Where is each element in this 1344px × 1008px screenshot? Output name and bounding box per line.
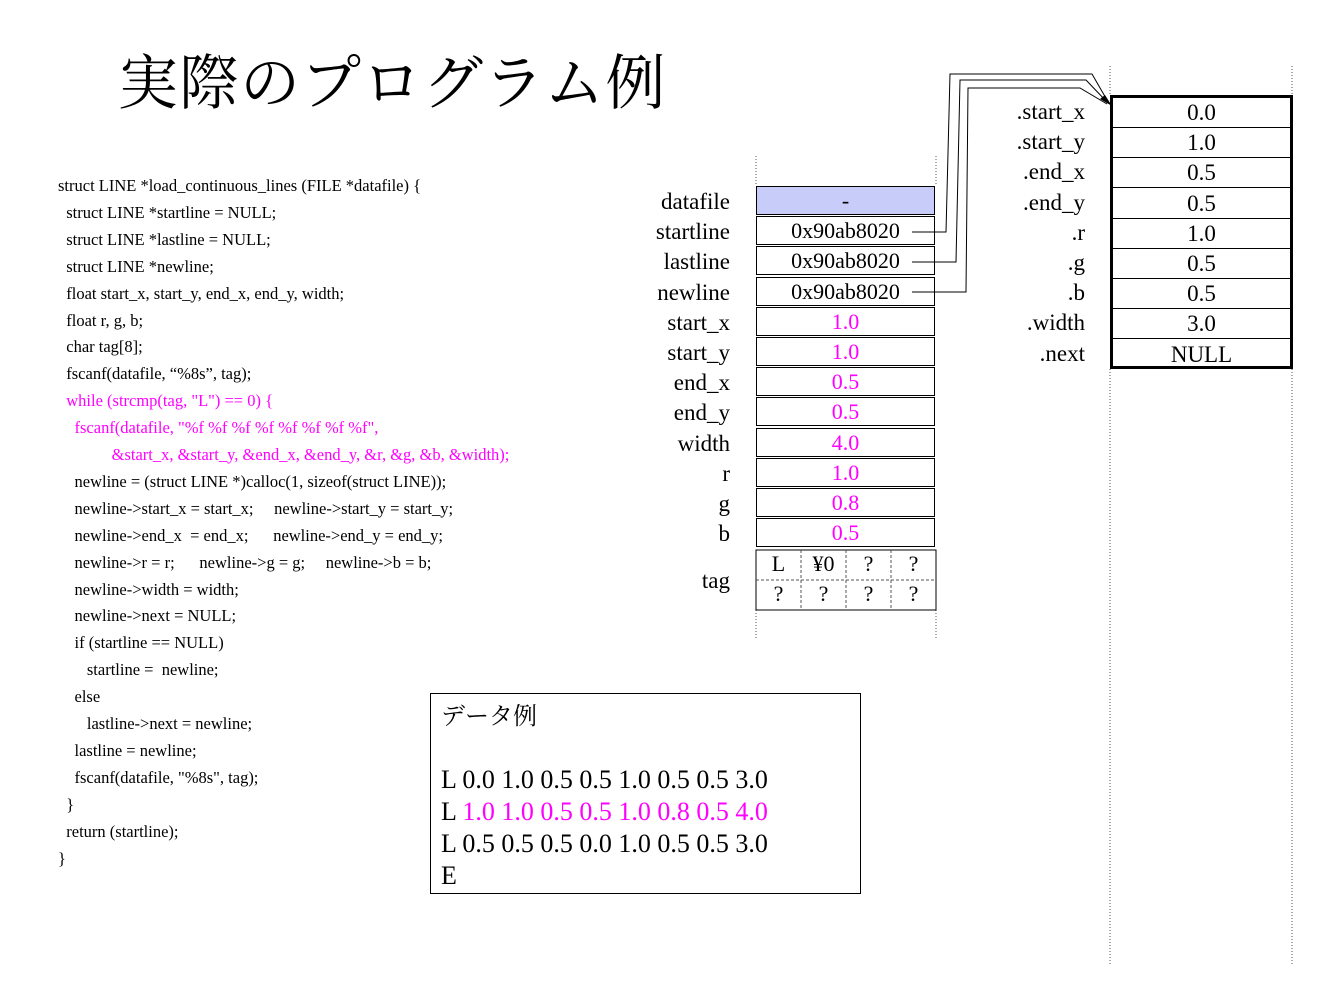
- code-line: fscanf(datafile, “%8s”, tag);: [58, 364, 252, 384]
- data-line-values: 1.0 1.0 0.5 0.5 1.0 0.8 0.5 4.0: [462, 797, 768, 826]
- stack-label-lastline: lastline: [663, 249, 730, 275]
- code-line: fscanf(datafile, "%f %f %f %f %f %f %f %f",: [58, 418, 379, 438]
- heap-cell-end_y: 0.5: [1113, 189, 1290, 219]
- tag-char-cell: ?: [863, 551, 874, 576]
- tag-char-cell: ¥0: [812, 551, 835, 576]
- stack-label-datafile: datafile: [661, 189, 730, 214]
- stack-label-start_y: start_y: [667, 340, 730, 365]
- code-line: newline->start_x = start_x; newline->start_y = start_y;: [58, 498, 454, 518]
- heap-label-next: .next: [1039, 340, 1085, 366]
- code-line: while (strcmp(tag, "L") == 0) {: [58, 391, 274, 411]
- stack-cell-end_x: 0.5: [756, 367, 935, 396]
- stack-cell-datafile: -: [756, 186, 935, 215]
- heap-label-width: .width: [1026, 310, 1085, 336]
- heap-label-start_x: .start_x: [1016, 99, 1085, 124]
- code-line: newline->width = width;: [58, 579, 239, 599]
- heap-label-start_y: .start_y: [1016, 129, 1085, 155]
- heap-label-end_y: .end_y: [1023, 189, 1085, 215]
- heap-cell-next: NULL: [1170, 341, 1233, 367]
- heap-label-r: .r: [1071, 219, 1085, 245]
- heap-label-end_x: .end_x: [1023, 159, 1085, 185]
- code-line: newline = (struct LINE *)calloc(1, sizeof(struct LINE));: [58, 471, 447, 491]
- tag-char-cell: ?: [908, 551, 919, 576]
- stack-label-start_x: start_x: [667, 309, 730, 335]
- code-line: if (startline == NULL): [58, 633, 224, 653]
- code-line: return (startline);: [58, 821, 179, 841]
- tag-char-cell: ?: [773, 581, 784, 606]
- code-line: lastline->next = newline;: [58, 714, 253, 733]
- stack-cell-width: 4.0: [756, 428, 935, 457]
- code-line: }: [58, 794, 75, 814]
- tag-char-cell: L: [771, 551, 786, 576]
- tag-char-cell: ?: [908, 581, 919, 606]
- data-line-tag: E: [441, 861, 457, 890]
- stack-cell-lastline: 0x90ab8020: [756, 246, 935, 275]
- stack-cell-start_x: 1.0: [756, 307, 935, 336]
- code-line: newline->end_x = end_x; newline->end_y = end_y;: [58, 525, 444, 545]
- stack-cell-startline: 0x90ab8020: [756, 216, 935, 245]
- data-line-tag: L: [441, 765, 463, 794]
- code-line: else: [58, 687, 101, 707]
- data-line-values: 0.0 1.0 0.5 0.5 1.0 0.5 0.5 3.0: [462, 765, 768, 794]
- stack-cell-r: 1.0: [756, 458, 935, 487]
- heap-cell-r: 1.0: [1113, 219, 1290, 249]
- stack-label-tag: tag: [701, 568, 730, 593]
- stack-label-newline: newline: [657, 279, 730, 305]
- tag-array-grid: [756, 550, 936, 610]
- code-line: struct LINE *startline = NULL;: [58, 202, 277, 222]
- code-line: startline = newline;: [58, 660, 219, 680]
- heap-cell-width: 3.0: [1113, 309, 1290, 339]
- tag-char-cell: ?: [863, 581, 874, 606]
- stack-cell-start_y: 1.0: [756, 337, 935, 366]
- page-title: 実際のプログラム例: [118, 49, 667, 119]
- code-line: float r, g, b;: [58, 310, 144, 330]
- code-line: newline->r = r; newline->g = g; newline->b = b;: [58, 552, 432, 572]
- lastline-pointer-arrow: [912, 80, 1107, 262]
- stack-cell-newline: 0x90ab8020: [756, 277, 935, 306]
- heap-label-g: .g: [1067, 250, 1085, 275]
- code-line: &start_x, &start_y, &end_x, &end_y, &r, &g, &b, &width);: [58, 445, 510, 464]
- code-line: struct LINE *lastline = NULL;: [58, 229, 271, 249]
- data-line-values: 0.5 0.5 0.5 0.0 1.0 0.5 0.5 3.0: [462, 829, 768, 858]
- stack-cell-end_y: 0.5: [756, 397, 935, 426]
- code-line: struct LINE *load_continuous_lines (FILE *datafile) {: [58, 176, 422, 195]
- stack-label-b: b: [718, 521, 730, 547]
- startline-pointer-arrow: [912, 74, 1107, 232]
- code-line: fscanf(datafile, "%8s", tag);: [58, 767, 259, 787]
- code-line: newline->next = NULL;: [58, 606, 237, 626]
- tag-char-cell: ?: [818, 581, 829, 606]
- data-line-tag: L: [441, 797, 463, 826]
- heap-label-b: .b: [1067, 280, 1085, 306]
- code-line: char tag[8];: [58, 337, 143, 357]
- code-line: float start_x, start_y, end_x, end_y, width;: [58, 283, 345, 303]
- heap-cell-start_x: 0.0: [1113, 98, 1290, 128]
- stack-cell-b: 0.5: [756, 518, 935, 547]
- code-line: lastline = newline;: [58, 740, 197, 760]
- heap-cell-g: 0.5: [1113, 249, 1290, 279]
- code-line: }: [58, 848, 66, 868]
- stack-label-end_x: end_x: [673, 370, 730, 396]
- heap-cell-end_x: 0.5: [1113, 158, 1290, 188]
- stack-label-end_y: end_y: [673, 400, 730, 426]
- stack-label-g: g: [718, 491, 730, 516]
- stack-cell-g: 0.8: [756, 488, 935, 517]
- data-line-tag: L: [441, 829, 463, 858]
- stack-label-width: width: [677, 430, 730, 456]
- data-example-title: データ例: [441, 702, 537, 730]
- newline-pointer-arrow: [912, 88, 1107, 292]
- heap-cell-b: 0.5: [1113, 279, 1290, 309]
- code-line: struct LINE *newline;: [58, 256, 214, 276]
- stack-label-r: r: [722, 460, 730, 486]
- heap-cell-start_y: 1.0: [1113, 128, 1290, 158]
- stack-label-startline: startline: [655, 219, 730, 245]
